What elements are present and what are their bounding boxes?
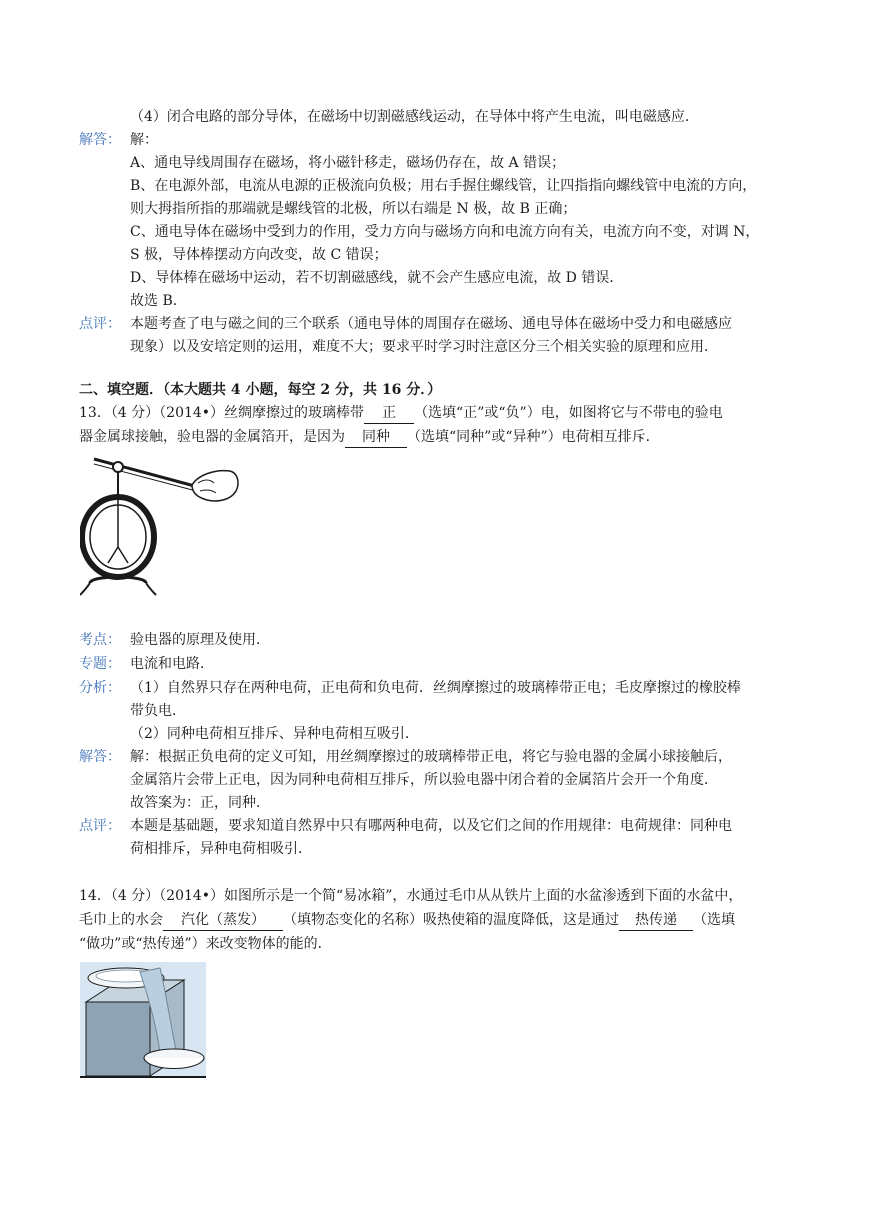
point-4-text: （4）闭合电路的部分导体，在磁场中切割磁感线运动，在导体中将产生电流，叫电磁感应． <box>130 109 699 125</box>
zhuanti-text: 电流和电路． <box>130 656 214 672</box>
q13-text-2a: 器金属球接触，验电器的金属箔开，是因为 <box>79 429 345 445</box>
kaodian-label: 考点： <box>79 632 121 648</box>
q13-blank-2: 同种 <box>345 427 407 448</box>
q14-blank-2: 热传递 <box>619 910 693 931</box>
choice-text: 故选 B． <box>130 293 187 309</box>
q13-line-1 <box>79 403 723 424</box>
kaodian-text: 验电器的原理及使用． <box>130 632 270 648</box>
jieda-text-2: 金属箔片会带上正电，因为同种电荷相互排斥，所以验电器中闭合着的金属箔片会开一个角度． <box>130 772 718 788</box>
comment-label: 点评： <box>79 316 121 332</box>
q13-line-2 <box>79 427 660 448</box>
section-heading: 二、填空题．（本大题共 4 小题，每空 2 分，共 16 分．） <box>79 382 442 398</box>
q14-blank-1: 汽化（蒸发） <box>163 910 283 931</box>
q13-text-1b: （选填“正”或“负”）电，如图将它与不带电的验电 <box>414 405 723 421</box>
option-c-text-1: C、通电导体在磁场中受到力的作用，受力方向与磁场方向和电流方向有关，电流方向不变，对调 N， <box>130 224 760 240</box>
dianping-text-1: 本题是基础题，要求知道自然界中只有哪两种电荷，以及它们之间的作用规律：电荷规律：同种电 <box>130 818 732 834</box>
q13-text-1a: 13．（4 分）（2014•）丝绸摩擦过的玻璃棒带 <box>79 405 365 421</box>
q13-text-2b: （选填“同种”或“异种”）电荷相互排斥． <box>407 429 660 445</box>
option-b-text-1: B、在电源外部，电流从电源的正极流向负极；用右手握住螺线管，让四指指向螺线管中电流的方向， <box>130 178 757 194</box>
option-c-text-2: S 极，导体棒摆动方向改变，故 C 错误； <box>130 247 388 263</box>
fenxi-text-2: 带负电． <box>130 703 186 719</box>
answer-intro: 解： <box>130 132 158 148</box>
dianping-text-2: 荷相排斥，异种电荷相吸引． <box>130 841 312 857</box>
comment-text-2: 现象）以及安培定则的运用，难度不大；要求平时学习时注意区分三个相关实验的原理和应用． <box>130 339 718 355</box>
dianping-label: 点评： <box>79 818 121 834</box>
option-a-text: A、通电导线周围存在磁场，将小磁针移走，磁场仍存在，故 A 错误； <box>130 155 566 171</box>
comment-text-1: 本题考查了电与磁之间的三个联系（通电导体的周围存在磁场、通电导体在磁场中受力和电磁感应 <box>130 316 732 332</box>
q14-line-1: 14．（4 分）（2014•）如图所示是一个简“易冰箱”，水通过毛巾从从铁片上面的水盆渗透到下面的水盆中， <box>79 888 743 904</box>
q13-blank-1: 正 <box>364 403 414 424</box>
option-d-text: D、导体棒在磁场中运动，若不切割磁感线，就不会产生感应电流，故 D 错误． <box>130 270 624 286</box>
answer-label: 解答： <box>79 132 121 148</box>
fenxi-label: 分析： <box>79 680 121 696</box>
electroscope-figure <box>80 455 245 605</box>
q14-text-2c: （选填 <box>693 912 735 928</box>
q14-text-2a: 毛巾上的水会 <box>79 912 163 928</box>
zhuanti-label: 专题： <box>79 656 121 672</box>
q14-line-2 <box>79 910 735 931</box>
fenxi-text-1: （1）自然界只存在两种电荷，正电荷和负电荷．丝绸摩擦过的玻璃棒带正电；毛皮摩擦过的橡胶棒 <box>130 680 741 696</box>
q14-text-2b: （填物态变化的名称）吸热使箱的温度降低，这是通过 <box>283 912 619 928</box>
jieda-text-1: 解：根据正负电荷的定义可知，用丝绸摩擦过的玻璃棒带正电，将它与验电器的金属小球接触后， <box>130 749 732 765</box>
option-b-text-2: 则大拇指所指的那端就是螺线管的北极，所以右端是 N 极，故 B 正确； <box>130 201 577 217</box>
jieda-label: 解答： <box>79 749 121 765</box>
easy-fridge-figure <box>80 962 206 1078</box>
q14-line-3: “做功”或“热传递”）来改变物体的能的． <box>79 936 332 952</box>
fenxi-text-3: （2）同种电荷相互排斥、异种电荷相互吸引． <box>130 726 419 742</box>
jieda-text-3: 故答案为：正，同种． <box>130 795 270 811</box>
